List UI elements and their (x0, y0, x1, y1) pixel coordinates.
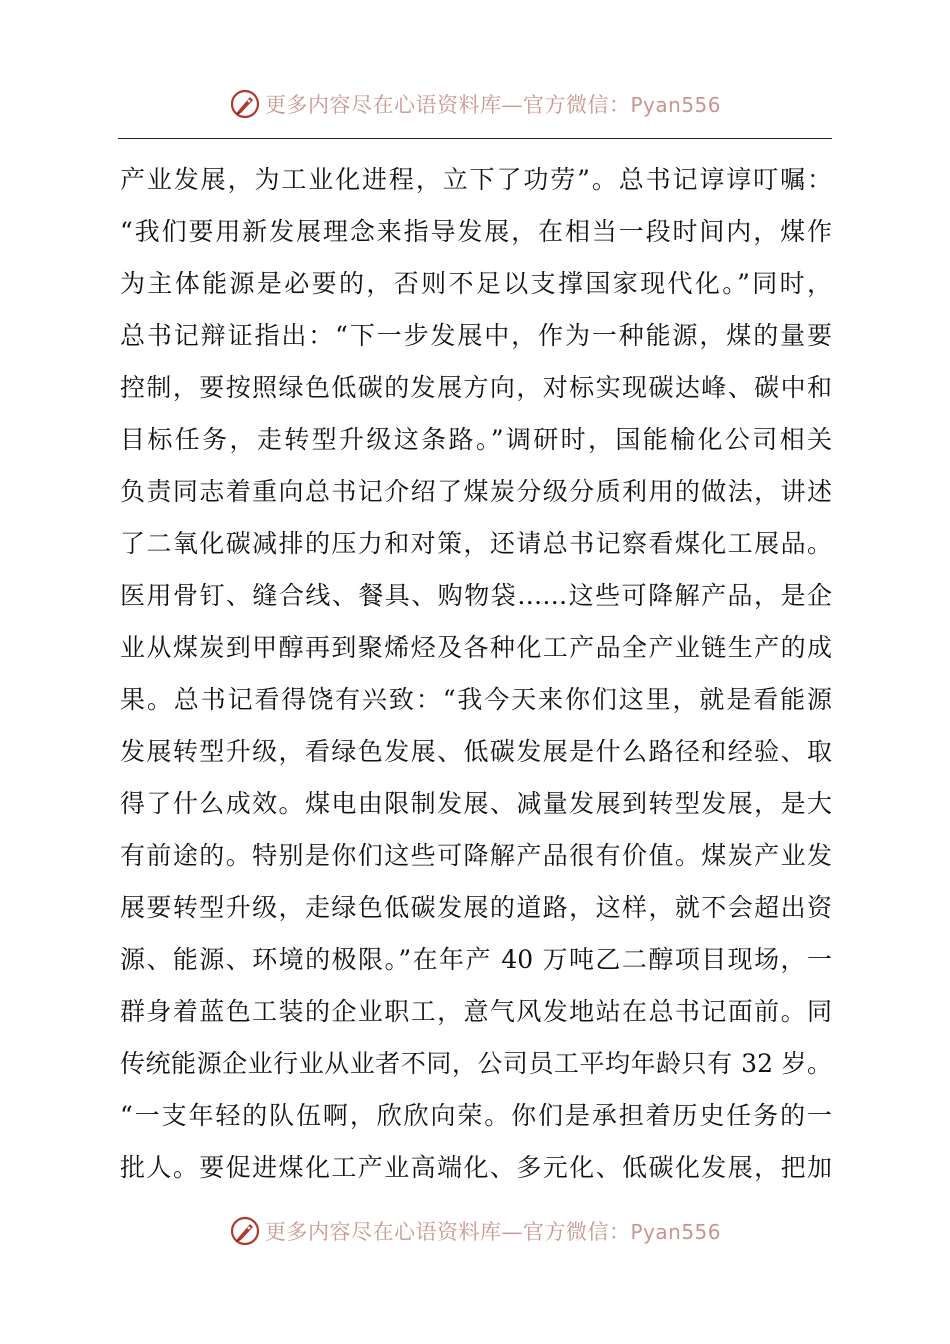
header-banner-text (265, 89, 721, 119)
text-line: 为主体能源是必要的，否则不足以支撑国家现代化。”同时， (120, 269, 832, 298)
text-line: 果。总书记看得饶有兴致：“我今天来你们这里，就是看能源 (120, 685, 832, 714)
text-line: 得了什么成效。煤电由限制发展、减量发展到转型发展，是大 (120, 789, 832, 818)
header-banner (0, 82, 950, 126)
text-line: 总书记辩证指出：“下一步发展中，作为一种能源，煤的量要 (120, 321, 832, 350)
text-line: 目标任务，走转型升级这条路。”调研时，国能榆化公司相关 (120, 425, 832, 454)
header-rule (118, 138, 832, 139)
document-body (120, 154, 832, 1194)
text-line: 源、能源、环境的极限。”在年产 40 万吨乙二醇项目现场，一 (120, 945, 832, 974)
header-wechat-id: Pyan556 (630, 93, 721, 117)
text-line: 批人。要促进煤化工产业高端化、多元化、低碳化发展，把加 (120, 1153, 832, 1182)
text-line: 业从煤炭到甲醇再到聚烯烃及各种化工产品全产业链生产的成 (120, 633, 832, 662)
text-line: 传统能源企业行业从业者不同，公司员工平均年龄只有 32 岁。 (120, 1049, 832, 1078)
footer-wechat-id: Pyan556 (630, 1220, 721, 1244)
text-line: 有前途的。特别是你们这些可降解产品很有价值。煤炭产业发 (120, 841, 832, 870)
text-line: “一支年轻的队伍啊，欣欣向荣。你们是承担着历史任务的一 (120, 1101, 832, 1130)
pen-nib-circle-icon (229, 1215, 261, 1247)
text-line: 群身着蓝色工装的企业职工，意气风发地站在总书记面前。同 (120, 997, 832, 1026)
text-line: 展要转型升级，走绿色低碳发展的道路，这样，就不会超出资 (120, 893, 832, 922)
pen-nib-circle-icon (229, 88, 261, 120)
text-line: 负责同志着重向总书记介绍了煤炭分级分质利用的做法，讲述 (120, 477, 832, 506)
text-line: 产业发展，为工业化进程，立下了功劳”。总书记谆谆叮嘱： (120, 165, 832, 194)
footer-text-cn: 更多内容尽在心语资料库—官方微信： (264, 1220, 631, 1244)
text-line: 发展转型升级，看绿色发展、低碳发展是什么路径和经验、取 (120, 737, 832, 766)
footer-banner (0, 1209, 950, 1253)
text-line: 控制，要按照绿色低碳的发展方向，对标实现碳达峰、碳中和 (120, 373, 832, 402)
text-line: 医用骨钉、缝合线、餐具、购物袋……这些可降解产品，是企 (120, 581, 832, 610)
footer-banner-text (265, 1216, 721, 1246)
header-text-cn: 更多内容尽在心语资料库—官方微信： (264, 93, 631, 117)
text-line: “我们要用新发展理念来指导发展，在相当一段时间内，煤作 (120, 217, 832, 246)
text-line: 了二氧化碳减排的压力和对策，还请总书记察看煤化工展品。 (120, 529, 832, 558)
